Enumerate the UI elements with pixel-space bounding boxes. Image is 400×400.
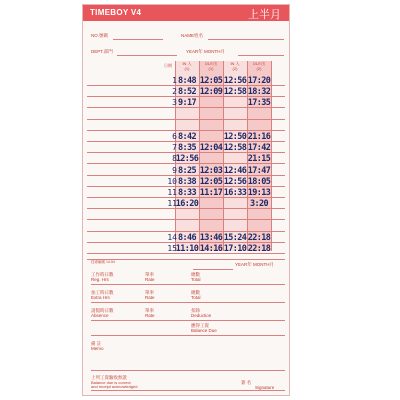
out2-header — [247, 61, 271, 71]
day-number: 6 — [172, 132, 177, 141]
in1-header — [175, 61, 199, 71]
footer-line — [91, 390, 285, 391]
in1-time: 8:42 — [177, 132, 197, 142]
rate-en-label-1: Rate — [145, 277, 155, 282]
day-header: 日期 — [164, 63, 172, 68]
form-code: 技術編號 14-54 — [91, 260, 115, 264]
reg-hrs-en-label: Reg. Hrs — [91, 277, 109, 282]
name-field-line — [208, 39, 284, 40]
extra-hrs-en-label: Extra Hrs — [91, 295, 110, 300]
in1-time: 8:25 — [177, 165, 197, 176]
footer-year-line — [193, 269, 233, 270]
out1-time: 12:09 — [199, 87, 223, 98]
footer-line — [91, 320, 285, 321]
in2-time: 12:58 — [223, 87, 247, 98]
in1-time: 12:56 — [175, 154, 199, 165]
in2-time: 16:33 — [223, 188, 247, 198]
in2-time: 15:24 — [223, 232, 247, 243]
out2-time: 21:15 — [247, 154, 271, 165]
out1-time: 14:16 — [199, 244, 223, 254]
day-number: 9 — [172, 165, 177, 175]
section-divider — [87, 259, 285, 260]
day-number: 3 — [172, 98, 177, 108]
out1-time: 13:46 — [199, 232, 223, 243]
out2-time: 22:18 — [247, 232, 271, 243]
rate-en-label-2: Rate — [145, 295, 155, 300]
row-line — [87, 231, 285, 232]
in2-time: 17:10 — [223, 244, 247, 254]
in2-header — [223, 61, 247, 71]
balance-en-label: Balance Due — [191, 328, 217, 333]
out2-time: 17:20 — [247, 76, 271, 86]
deduction-label: 扣除 — [191, 308, 200, 313]
no-field-line — [113, 39, 163, 40]
reg-hrs-label: 工作時日數 — [91, 272, 114, 277]
time-card — [82, 4, 290, 396]
day-number: 8 — [172, 154, 177, 164]
deduction-en-label: Deduction — [191, 313, 212, 318]
out2-time: 19:13 — [247, 188, 271, 198]
year-month-line — [238, 55, 284, 56]
in2-time: 12:56 — [223, 76, 247, 86]
total-en-label-2: Total — [191, 295, 201, 300]
rate-label-2: 單率 — [145, 290, 154, 295]
in1-header-label: IN 入 — [182, 61, 192, 66]
in1-time: 8:38 — [177, 176, 197, 187]
row-line — [87, 119, 285, 120]
extra-hrs-label: 加工時日數 — [91, 290, 114, 295]
in1-time: 8:35 — [177, 143, 197, 154]
out2-time: 21:16 — [247, 132, 271, 142]
footer-line — [91, 370, 285, 371]
rate-label-3: 單率 — [145, 308, 154, 313]
day-number: 2 — [172, 87, 177, 97]
row-line — [87, 130, 285, 131]
memo-label: 備 註 — [91, 341, 102, 346]
in1-time: 8:52 — [177, 87, 197, 98]
in2-time: 12:46 — [223, 165, 247, 176]
out2-time: 17:35 — [247, 98, 271, 109]
ack-en-line-2: and receipt acknowledged — [91, 384, 138, 389]
balance-label: 應得工資 — [191, 323, 209, 328]
out1-time: 12:05 — [199, 76, 223, 86]
card-header — [83, 5, 289, 21]
rate-label-1: 單率 — [145, 272, 154, 277]
day-number: 7 — [172, 143, 177, 153]
grid-vline — [271, 61, 272, 251]
memo-en-label: Memo — [91, 346, 104, 351]
out2-time: 17:42 — [247, 143, 271, 154]
in1-time: 8:48 — [177, 76, 197, 86]
day-number: 11 — [167, 199, 177, 209]
out2-time: 3:20 — [249, 199, 269, 210]
out1-time: 12:05 — [199, 176, 223, 187]
total-en-label-1: Total — [191, 277, 201, 282]
in1-header-sub: (1) — [184, 66, 190, 71]
footer-line — [91, 335, 285, 336]
row-line — [87, 219, 285, 220]
in1-time: 8:46 — [177, 232, 197, 243]
in2-time: 12:56 — [223, 176, 247, 187]
out2-header-label: OUT出 — [252, 61, 266, 66]
year-month-label: YEAR年 MONTH月 — [186, 49, 226, 54]
footer-year-month-label: YEAR年 MONTH月 — [235, 262, 275, 267]
absence-label: 請假時日數 — [91, 308, 114, 313]
footer-line — [91, 302, 285, 303]
out1-time: 11:17 — [199, 188, 223, 198]
in1-time: 9:17 — [177, 98, 197, 109]
day-number: 10 — [167, 176, 177, 186]
dept-field-label: DEPT.部門 — [91, 49, 113, 54]
out1-header-sub: (1) — [208, 66, 214, 71]
footer-line — [91, 284, 285, 285]
out2-time: 17:47 — [247, 165, 271, 176]
out1-header — [199, 61, 223, 71]
in1-time: 8:33 — [177, 188, 197, 198]
ack-label: 上列工資驗收無訛 — [91, 375, 127, 380]
day-number: 11 — [167, 188, 177, 197]
out1-time: 12:03 — [199, 165, 223, 176]
out2-time: 18:32 — [247, 87, 271, 98]
out1-header-label: OUT出 — [204, 61, 218, 66]
in2-header-sub: (2) — [232, 66, 238, 71]
name-field-label: NAME姓名 — [181, 33, 204, 38]
period-label: 上半月 — [248, 9, 281, 21]
signature-en-label: Signature — [255, 385, 275, 390]
in2-time: 12:50 — [223, 132, 247, 142]
out2-time: 22:18 — [247, 244, 271, 254]
total-label-1: 總數 — [191, 272, 200, 277]
rate-en-label-3: Rate — [145, 313, 155, 318]
out2-time: 18:05 — [247, 176, 271, 187]
day-number: 14 — [167, 232, 177, 242]
signature-label: 簽 名 — [241, 380, 252, 385]
in2-time: 12:58 — [223, 143, 247, 154]
in1-time: 11:10 — [175, 244, 199, 254]
absence-en-label: Absence — [91, 313, 109, 318]
day-number: 1 — [172, 76, 177, 85]
out2-header-sub: (2) — [256, 66, 262, 71]
ack-en-line-1: Balance due is correct — [91, 380, 131, 385]
no-field-label: NO.號碼 — [91, 33, 109, 38]
out1-time: 12:04 — [199, 143, 223, 154]
in1-time: 16:20 — [175, 199, 199, 210]
dept-field-line — [117, 55, 177, 56]
total-label-2: 總數 — [191, 290, 200, 295]
in2-header-label: IN 入 — [230, 61, 240, 66]
day-number: 15 — [167, 244, 177, 253]
brand-name: TIMEBOY V4 — [90, 8, 142, 17]
